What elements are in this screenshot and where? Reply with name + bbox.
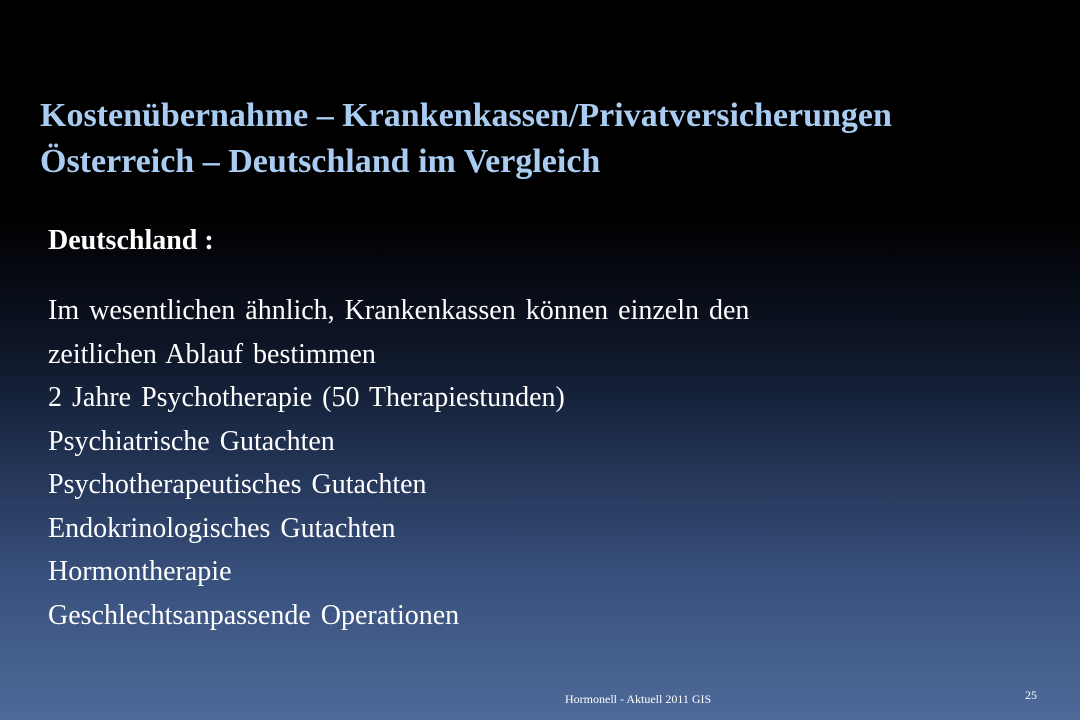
slide-footer: Hormonell - Aktuell 2011 GIS — [565, 692, 712, 706]
body-line: zeitlichen Ablauf bestimmen — [48, 338, 376, 370]
section-heading: Deutschland : — [48, 225, 214, 256]
body-text-list — [48, 289, 749, 637]
body-line: Im wesentlichen ähnlich, Krankenkassen können einzeln den — [48, 295, 750, 326]
body-line: Hormontherapie — [48, 556, 232, 587]
body-line: Psychiatrische Gutachten — [48, 425, 335, 457]
body-line: Geschlechtsanpassende Operationen — [48, 599, 460, 631]
slide-title — [40, 93, 892, 185]
slide-title-line-2: Österreich – Deutschland im Vergleich — [40, 143, 601, 180]
body-line: Psychotherapeutisches Gutachten — [48, 469, 427, 500]
slide-page-number: 25 — [1025, 688, 1037, 702]
body-line: 2 Jahre Psychotherapie (50 Therapiestunden) — [48, 382, 565, 413]
body-line: Endokrinologisches Gutachten — [48, 512, 396, 544]
slide-title-line-1: Kostenübernahme – Krankenkassen/Privatversicherungen — [40, 97, 892, 134]
